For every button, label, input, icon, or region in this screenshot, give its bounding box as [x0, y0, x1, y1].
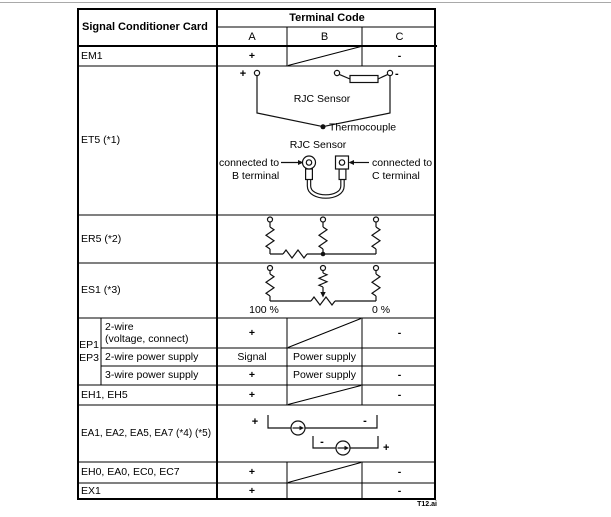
- wiper-arrow-icon: [320, 292, 325, 298]
- rjc-sensor-label-top: RJC Sensor: [293, 93, 351, 105]
- er5-resistor-diagram: [217, 215, 437, 263]
- c-terminal-text: C terminal: [372, 170, 420, 182]
- cell-ex1-c: -: [397, 485, 402, 498]
- ea-top-minus: -: [363, 415, 367, 427]
- 2wire-line1: 2-wire: [105, 320, 134, 333]
- ea-top-plus: +: [251, 416, 259, 428]
- ea-bottom-plus: +: [383, 442, 390, 454]
- pct-0-label: 0 %: [371, 304, 391, 316]
- row-label-ex1: EX1: [81, 485, 101, 498]
- cell-2wire-ps-a: Signal: [237, 350, 267, 363]
- connected-to-c-text: connected to: [372, 157, 433, 169]
- row-label-eh1-eh5: EH1, EH5: [81, 388, 128, 401]
- ea-current-source-diagram: [217, 405, 437, 462]
- arrow-left-icon: [349, 160, 355, 165]
- row-label-ep1-ep3: [77, 318, 101, 385]
- row-label-et5: ET5 (*1): [81, 134, 121, 147]
- header-col-a: A: [248, 30, 256, 43]
- header-col-b: B: [320, 30, 329, 43]
- cell-eh1-c: -: [397, 388, 402, 401]
- ep3-label: EP3: [79, 351, 99, 364]
- row-label-eh0: EH0, EA0, EC0, EC7: [81, 466, 180, 479]
- ea-bottom-minus: -: [320, 436, 324, 448]
- cell-2wire-c: -: [397, 326, 402, 339]
- 2wire-line2: (voltage, connect): [105, 333, 189, 345]
- figure-caption: T12.ai: [417, 501, 437, 508]
- row-label-em1: EM1: [81, 49, 103, 62]
- cell-3wire-ps-c: -: [397, 369, 402, 382]
- header-terminal-code: Terminal Code: [289, 11, 365, 24]
- pct-100-label: 100 %: [249, 304, 279, 316]
- row-label-2wire-voltage: [105, 318, 188, 348]
- thermocouple-junction-dot: [321, 124, 326, 129]
- cell-em1-a: +: [248, 49, 256, 62]
- cell-2wire-ps-b: Power supply: [292, 350, 357, 363]
- cell-3wire-ps-a: +: [248, 369, 256, 382]
- et5-plus-label: +: [239, 68, 247, 80]
- et5-minus-label: -: [395, 68, 399, 80]
- row-label-2wire-power-supply: 2-wire power supply: [105, 350, 199, 363]
- junction-dot: [321, 252, 326, 257]
- cell-2wire-a: +: [248, 326, 256, 339]
- header-signal-conditioner-card: Signal Conditioner Card: [82, 21, 208, 33]
- cell-eh1-a: +: [248, 388, 256, 401]
- rjc-sensor-label-bottom: RJC Sensor: [289, 139, 347, 151]
- cell-eh0-c: -: [397, 466, 402, 479]
- cell-3wire-ps-b: Power supply: [292, 369, 357, 382]
- es1-potentiometer-diagram: [217, 263, 437, 318]
- header-col-c: C: [395, 30, 404, 43]
- b-terminal-text: B terminal: [232, 170, 280, 182]
- cell-eh0-a: +: [248, 466, 256, 479]
- row-label-er5: ER5 (*2): [81, 232, 122, 245]
- cell-em1-c: -: [397, 49, 402, 62]
- cell-ex1-a: +: [248, 485, 256, 498]
- row-label-3wire-power-supply: 3-wire power supply: [105, 369, 199, 382]
- ep1-label: EP1: [79, 339, 99, 352]
- row-label-ea: EA1, EA2, EA5, EA7 (*4) (*5): [81, 428, 212, 439]
- row-label-es1: ES1 (*3): [81, 284, 121, 297]
- et5-wiring-diagram: [217, 66, 437, 215]
- connected-to-b-text: connected to: [219, 157, 280, 169]
- thermocouple-label: Thermocouple: [329, 121, 397, 134]
